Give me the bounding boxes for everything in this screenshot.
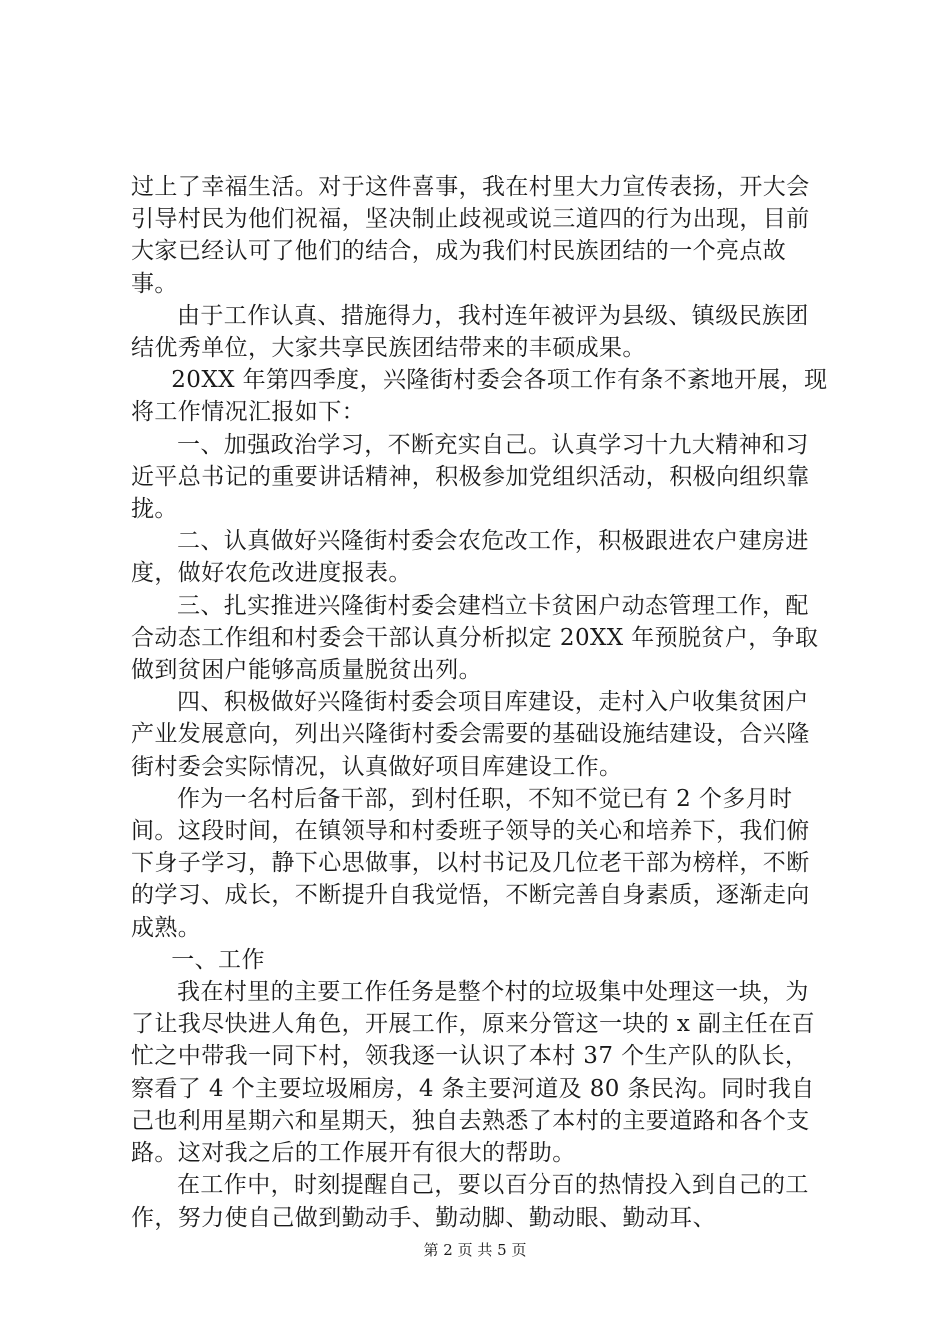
paragraph-item-3: 三、扎实推进兴隆街村委会建档立卡贫困户动态管理工作，配合动态工作组和村委会干部认真分析拟定 20XX 年预脱贫户，争取做到贫困户能够高质量脱贫出列。 xyxy=(131,592,819,684)
paragraph-honor: 由于工作认真、措施得力，我村连年被评为县级、镇级民族团结优秀单位，大家共享民族团结带来的丰硕成果。 xyxy=(131,302,809,362)
page-number-footer: 第 2 页 共 5 页 xyxy=(423,1241,527,1259)
paragraph-work-tasks: 我在村里的主要工作任务是整个村的垃圾集中处理这一块，为了让我尽快进人角色，开展工作，原来分管这一块的 x 副主任在百忙之中带我一同下村，领我逐一认识了本村 37 个生产队的队长，察看了 4 个主要垃圾厢房，4 条主要河道及 80 条民沟。同时我自己也利用星期六和星期天，独自去熟悉了本村的主要道路和各个支路。这对我之后的工作展开有很大的帮助。 xyxy=(131,979,815,1167)
paragraph-continuation: 过上了幸福生活。对于这件喜事，我在村里大力宣传表扬，开大会引导村民为他们祝福，坚决制止歧视或说三道四的行为出现，目前大家已经认可了他们的结合，成为我们村民族团结的一个亮点故事。 xyxy=(131,174,810,297)
paragraph-report-intro: 20XX 年第四季度，兴隆街村委会各项工作有条不紊地开展，现将工作情况汇报如下： xyxy=(131,367,828,426)
paragraph-cadre-intro: 作为一名村后备干部，到村任职，不知不觉已有 2 个多月时间。这段时间，在镇领导和村委班子领导的关心和培养下，我们俯下身子学习，静下心思做事，以村书记及几位老干部为榜样，不断的学习、成长，不断提升自我觉悟，不断完善自身素质，逐渐走向成熟。 xyxy=(131,785,810,941)
paragraph-item-1: 一、加强政治学习，不断充实自己。认真学习十九大精神和习近平总书记的重要讲话精神，积极参加党组织活动，积极向组织靠拢。 xyxy=(131,431,810,523)
document-body xyxy=(131,171,831,1234)
section-heading-work: 一、工作 xyxy=(171,946,265,973)
paragraph-item-4: 四、积极做好兴隆街村委会项目库建设，走村入户收集贫困户产业发展意向，列出兴隆街村委会需要的基础设施结建设，合兴隆街村委会实际情况，认真做好项目库建设工作。 xyxy=(131,689,810,780)
paragraph-work-attitude: 在工作中，时刻提醒自己，要以百分百的热情投入到自己的工作，努力使自己做到勤动手、勤动脚、勤动眼、勤动耳、 xyxy=(131,1172,809,1231)
paragraph-item-2: 二、认真做好兴隆街村委会农危改工作，积极跟进农户建房进度，做好农危改进度报表。 xyxy=(131,528,809,587)
